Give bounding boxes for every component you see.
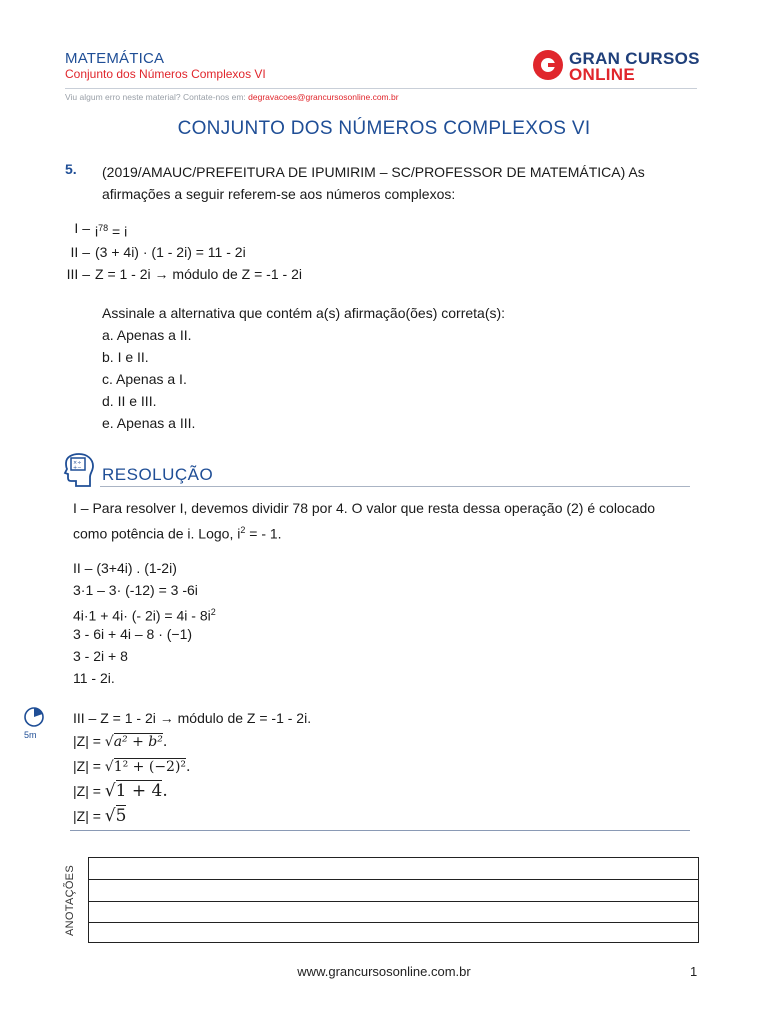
timer-icon	[23, 706, 45, 728]
modulus-line-1: |Z| = √a² + b².	[73, 733, 168, 750]
resolution-heading: RESOLUÇÃO	[102, 465, 214, 484]
option-a[interactable]: a. Apenas a II.	[102, 327, 192, 343]
page-title: CONJUNTO DOS NÚMEROS COMPLEXOS VI	[177, 118, 591, 139]
notes-line	[89, 901, 698, 902]
gran-cursos-logo	[533, 48, 703, 84]
svg-text:×÷: ×÷	[73, 460, 82, 466]
option-d[interactable]: d. II e III.	[102, 393, 157, 409]
modulus-line-3: |Z| = √1 + 4.	[73, 781, 168, 801]
logo-g-icon	[533, 50, 563, 80]
logo-text-line2: ONLINE	[569, 65, 636, 84]
question-number: 5.	[65, 161, 77, 177]
modulus-line-2: |Z| = √1² + (−2)².	[73, 758, 191, 775]
resolution-divider	[100, 486, 690, 487]
question-text: (2019/AMAUC/PREFEITURA DE IPUMIRIM – SC/PROFESSOR DE MATEMÁTICA) As afirmações a seguir referem-se aos números complexos:	[102, 164, 645, 202]
modulus-line-4: |Z| = √5	[73, 806, 127, 826]
resolution-part2-line5: 3 - 2i + 8	[73, 648, 128, 664]
logo-text-line1: GRAN CURSOS	[569, 49, 700, 68]
option-b[interactable]: b. I e II.	[102, 349, 149, 365]
resolution-head-icon	[62, 453, 96, 487]
header-divider	[65, 88, 697, 89]
notes-label: ANOTAÇÕES	[64, 865, 76, 936]
resolution-part1: I – Para resolver I, devemos dividir 78 por 4. O valor que resta dessa operação (2) é colocado como potência de i. Logo, $i^2$ = - 1.	[73, 500, 656, 542]
resolution-part2-line1: II – (3+4i) . (1-2i)	[73, 560, 177, 576]
statement-roman: I –	[74, 220, 90, 236]
statement-roman: III –	[66, 266, 90, 282]
svg-text:+−: +−	[73, 465, 82, 471]
timer-label: 5m	[24, 730, 37, 740]
notes-line	[89, 922, 698, 923]
topic-subtitle: Conjunto dos Números Complexos VI	[65, 67, 266, 81]
statement-roman: II –	[70, 244, 90, 260]
subject-title: MATEMÁTICA	[65, 50, 165, 67]
resolution-part3-line: III – Z = 1 - 2i → módulo de Z = -1 - 2i.	[73, 710, 312, 726]
page-number: 1	[690, 964, 698, 979]
option-e[interactable]: e. Apenas a III.	[102, 415, 196, 431]
resolution-part2-line2: 3·1 – 3· (-12) = 3 -6i	[73, 582, 198, 598]
section-divider	[70, 830, 690, 831]
notes-box[interactable]	[88, 857, 699, 943]
question-prompt: Assinale a alternativa que contém a(s) afirmação(ões) correta(s):	[102, 305, 506, 321]
notes-line	[89, 879, 698, 880]
error-report-notice: Viu algum erro neste material? Contate-nos em: degravacoes@grancursosonline.com.br	[65, 92, 399, 102]
resolution-part2-line4: 3 - 6i + 4i – 8 · (−1)	[73, 626, 193, 642]
footer-url[interactable]: www.grancursosonline.com.br	[297, 964, 471, 979]
resolution-part2-line3: 4i·1 + 4i· (- $2i) = 4i - 8i^2$	[73, 607, 216, 624]
contact-email-link[interactable]: degravacoes@grancursosonline.com.br	[248, 92, 399, 102]
option-c[interactable]: c. Apenas a I.	[102, 371, 187, 387]
resolution-part2-line6: 11 - 2i.	[73, 670, 115, 686]
